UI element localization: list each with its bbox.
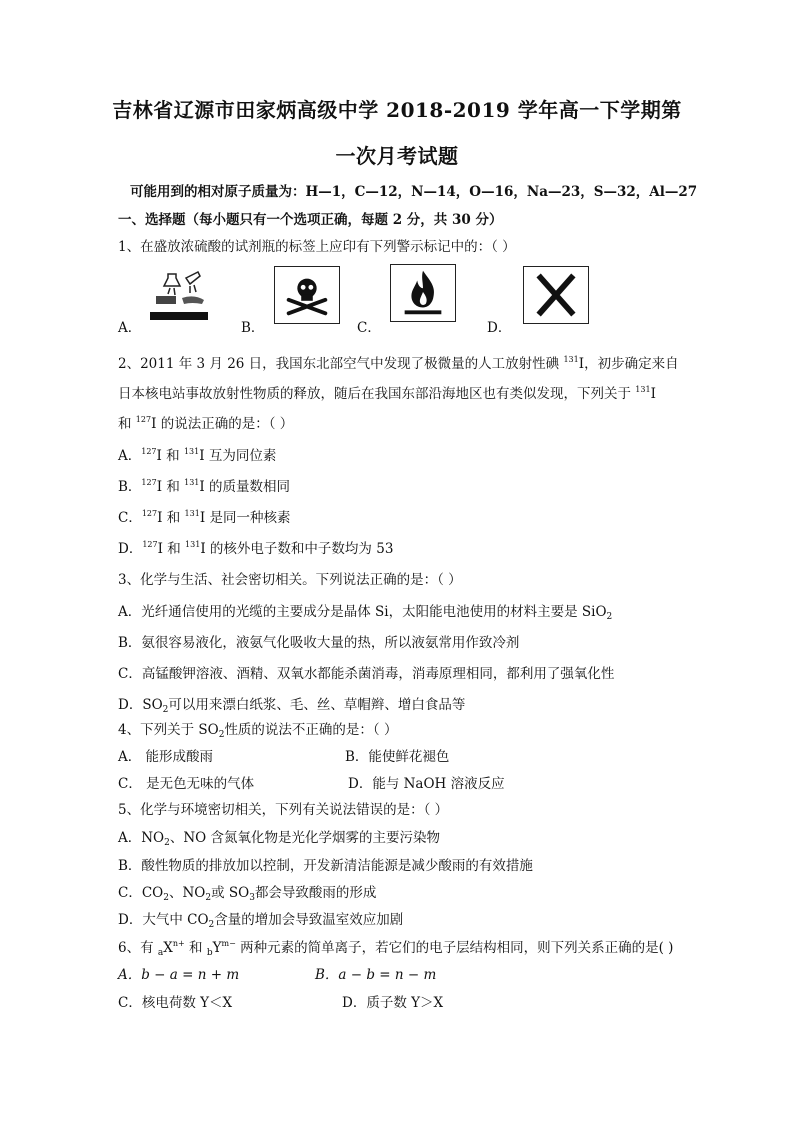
flammable-flame-icon (390, 264, 456, 322)
q1-option-c-label: C． (357, 320, 381, 336)
q6-option-c: C．核电荷数 Y＜X (118, 995, 233, 1011)
q3-stem: 3、化学与生活、社会密切相关。下列说法正确的是：（ ） (118, 572, 462, 588)
mass-number-131: 131 (563, 355, 579, 364)
q3-option-d: D．$SO_2$可以用来漂白纸浆、毛、丝、草帽辫、增白食品等 (118, 697, 466, 715)
q3-option-b: B．氨很容易液化，液氨气化吸收大量的热，所以液氨常用作致冷剂 (118, 635, 520, 651)
q2-stem-line2: 日本核电站事故放射性物质的释放，随后在我国东部沿海地区也有类似发现，下列关于 $^{131}$I (118, 385, 656, 402)
q6-stem: 6、有 $_aX^{n+}$ 和 $_bY^{m-}$ 两种元素的简单离子，若它们的电子层结构相同，则下列关系正确的是( ) (118, 939, 674, 958)
q3-option-c: C．高锰酸钾溶液、酒精、双氧水都能杀菌消毒，消毒原理相同，都利用了强氧化性 (118, 666, 615, 682)
mass-number-127: 127 (135, 415, 152, 424)
q6-option-a: A．b − a = n + m (118, 967, 240, 983)
q4-option-a: A． 能形成酸雨 (118, 749, 214, 765)
harmful-x-icon (523, 266, 589, 324)
q5-option-d: D．大气中 $CO_2$含量的增加会导致温室效应加剧 (118, 912, 404, 930)
atomic-masses-note: 可能用到的相对原子质量为：H—1，C—12，N—14，O—16，Na—23，S—32，Al—27 (130, 184, 698, 200)
exam-title-line2: 一次月考试题 (335, 144, 459, 168)
toxic-skull-icon (274, 266, 340, 324)
q2-option-a: A．$^{127}$I 和 $^{131}$I 互为同位素 (118, 447, 277, 464)
q6-option-d: D．质子数 Y＞X (342, 995, 444, 1011)
q1-option-a-label: A． (118, 320, 142, 336)
q4-option-b: B．能使鲜花褪色 (345, 749, 450, 765)
q2-option-b: B．$^{127}$I 和 $^{131}$I 的质量数相同 (118, 478, 291, 495)
q5-option-a: A．$NO_2$、NO 含氮氧化物是光化学烟雾的主要污染物 (118, 830, 441, 848)
q3-option-a: A．光纤通信使用的光缆的主要成分是晶体 Si，太阳能电池使用的材料主要是 SiO$_2$ (118, 604, 613, 622)
q5-option-c: C．$CO_2$、$NO_2$或 $SO_3$都会导致酸雨的形成 (118, 885, 377, 903)
mass-number-131: 131 (635, 385, 651, 394)
exam-title-line1: 吉林省辽源市田家炳高级中学 2018-2019 学年高一下学期第 (112, 98, 682, 122)
q2-stem-line3: 和 $^{127}$I 的说法正确的是：（ ） (118, 415, 294, 432)
q1-option-d-label: D． (487, 320, 512, 336)
q5-option-b: B．酸性物质的排放加以控制，开发新清洁能源是减少酸雨的有效措施 (118, 858, 533, 874)
q5-stem: 5、化学与环境密切相关，下列有关说法错误的是：（ ） (118, 802, 449, 818)
q4-option-c: C． 是无色无味的气体 (118, 776, 255, 792)
section-heading-choice: 一、选择题（每小题只有一个选项正确，每题 2 分，共 30 分） (118, 212, 503, 228)
q2-option-c: C．$^{127}$I 和 $^{131}$I 是同一种核素 (118, 509, 291, 526)
q1-stem: 1、在盛放浓硫酸的试剂瓶的标签上应印有下列警示标记中的：（ ） (118, 239, 516, 255)
q2-option-d: D．$^{127}$I 和 $^{131}$I 的核外电子数和中子数均为 53 (118, 540, 394, 557)
q2-stem-line1: 2、2011 年 3 月 26 日，我国东北部空气中发现了极微量的人工放射性碘 $^{131}$I，初步确定来自 (118, 355, 679, 372)
q4-option-d: D．能与 NaOH 溶液反应 (348, 776, 505, 792)
q4-stem: 4、下列关于 $SO_2$性质的说法不正确的是：（ ） (118, 722, 398, 740)
q6-option-b: B．a − b = n − m (315, 967, 437, 983)
q1-option-b-label: B． (241, 320, 265, 336)
corrosive-icon (146, 268, 212, 326)
